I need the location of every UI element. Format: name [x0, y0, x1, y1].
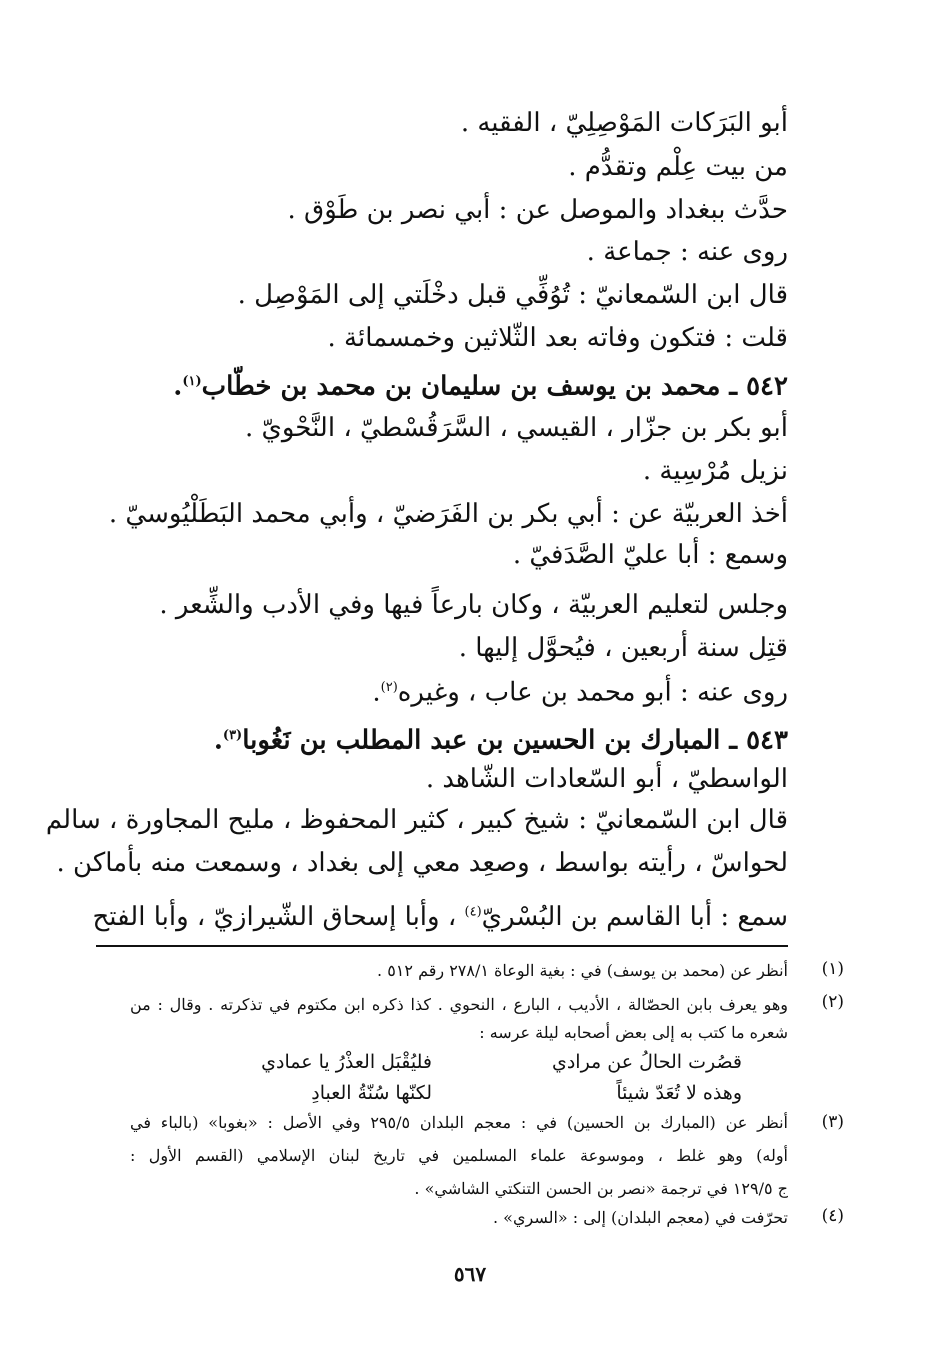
footnote-number: (٤)	[821, 1206, 844, 1226]
text-line: الواسطيّ ، أبو السّعادات الشّاهد .	[425, 764, 788, 794]
footnote-4: تحرّفت في (معجم البلدان) إلى : «السري» .	[493, 1208, 788, 1227]
text-line-with-ref	[92, 892, 788, 937]
footnote-number: (٢)	[821, 992, 844, 1012]
verse-hemistich: وهذه لا تُعَدّ شيئاً	[616, 1082, 742, 1104]
entry-heading-543: ٥٤٣ ـ المبارك بن الحسين بن عبد المطلب بن نَغُوبا$^{(٣)}$.	[213, 725, 788, 756]
footnote-ref: (١)	[182, 374, 202, 389]
footnote-number: (٣)	[821, 1112, 844, 1132]
footnote-3-line-2: أوله) وهو غلط ، وموسوعة علماء المسلمين في تاريخ لبنان الإسلامي (القسم الأول :	[130, 1146, 788, 1165]
text-line: أبو بكر بن جزّار ، القيسي ، السَّرَقُسْطيّ ، النَّحْويّ .	[244, 413, 788, 443]
footnote-ref: (٣)	[222, 728, 243, 743]
verse-hemistich: لكنّها سُنّةُ العبادِ	[311, 1082, 432, 1104]
text-line: قتِل سنة أربعين ، فيُحوَّل إليها .	[458, 633, 788, 663]
text-line: لحواسّ ، رأيته بواسط ، وصعِد معي إلى بغداد ، وسمعت منه بأماكن .	[56, 848, 788, 878]
text-line: وسمع : أبا عليّ الصَّدَفيّ .	[512, 540, 788, 570]
text-line: أبو البَرَكات المَوْصِلِيّ ، الفقيه .	[460, 108, 788, 138]
text-line-with-ref: روى عنه : أبو محمد بن عاب ، وغيره$^{(٢)}$.	[372, 677, 788, 708]
footnote-3-line-3: ج ١٢٩/٥ في ترجمة «نصر بن الحسن التنكتي الشاشي» .	[414, 1179, 788, 1198]
footnote-number: (١)	[821, 959, 844, 979]
page-number: ٥٦٧	[453, 1262, 487, 1286]
footnote-ref: (٢)	[380, 680, 398, 695]
footnote-2-line-1: وهو يعرف بابن الحصّالة ، الأديب ، البارع ، النحوي . كذا ذكره ابن مكتوم في تذكرته . وقال : من	[130, 995, 789, 1014]
text-line: قال ابن السّمعانيّ : تُوُفِّي قبل دخْلَتي إلى المَوْصِل .	[237, 280, 788, 310]
footnote-divider	[96, 945, 788, 947]
footnote-3-line-1: أنظر عن (المبارك بن الحسين) في : معجم البلدان ٢٩٥/٥ وفي الأصل : «بغوبا» (بالباء في	[130, 1113, 789, 1132]
footnote-1: أنظر عن (محمد بن يوسف) في : بغية الوعاة ٢٧٨/١ رقم ٥١٢ .	[377, 961, 788, 980]
text-line: روى عنه : جماعة .	[586, 237, 788, 267]
text-span: روى عنه : أبو محمد بن عاب ، وغيره	[397, 677, 788, 708]
entry-heading-text: ٥٤٣ ـ المبارك بن الحسين بن عبد المطلب بن نَغُوبا	[242, 725, 788, 756]
text-line: من بيت عِلْم وتقدُّم .	[568, 152, 788, 182]
text-line: قلت : فتكون وفاته بعد الثّلاثين وخمسمائة .	[327, 323, 788, 353]
text-span: سمع : أبا القاسم بن البُسْريّ$^{(٤)}$ ، وأبا إسحاق الشّيرازيّ ، وأبا الفتح	[92, 901, 788, 932]
verse-hemistich: فليُقْبَل العذْرُ يا عمادي	[261, 1051, 432, 1073]
text-line: حدَّث ببغداد والموصل عن : أبي نصر بن طَوْق .	[287, 195, 788, 225]
text-line: نزيل مُرْسِية .	[642, 456, 788, 486]
text-line: أخذ العربيّة عن : أبي بكر بن الفَرَضيّ ، وأبي محمد البَطَلْيُوسيّ .	[108, 499, 788, 529]
verse-hemistich: قصُرت الحالُ عن مرادي	[551, 1051, 742, 1073]
entry-heading-text: ٥٤٢ ـ محمد بن يوسف بن سليمان بن محمد بن خطّاب	[201, 371, 788, 402]
entry-heading-542: ٥٤٢ ـ محمد بن يوسف بن سليمان بن محمد بن خطّاب$^{(١)}$.	[173, 371, 788, 402]
text-line: وجلس لتعليم العربيّة ، وكان بارعاً فيها وفي الأدب والشِّعر .	[159, 590, 788, 620]
text-line-justified: قال ابن السّمعانيّ : شيخ كبير ، كثير المحفوظ ، مليح المجاورة ، سالم	[45, 805, 788, 835]
footnote-ref: (٤)	[464, 904, 482, 919]
footnote-2-line-2: شعره ما كتب به إلى بعض أصحابه ليلة عرسه :	[479, 1023, 788, 1042]
